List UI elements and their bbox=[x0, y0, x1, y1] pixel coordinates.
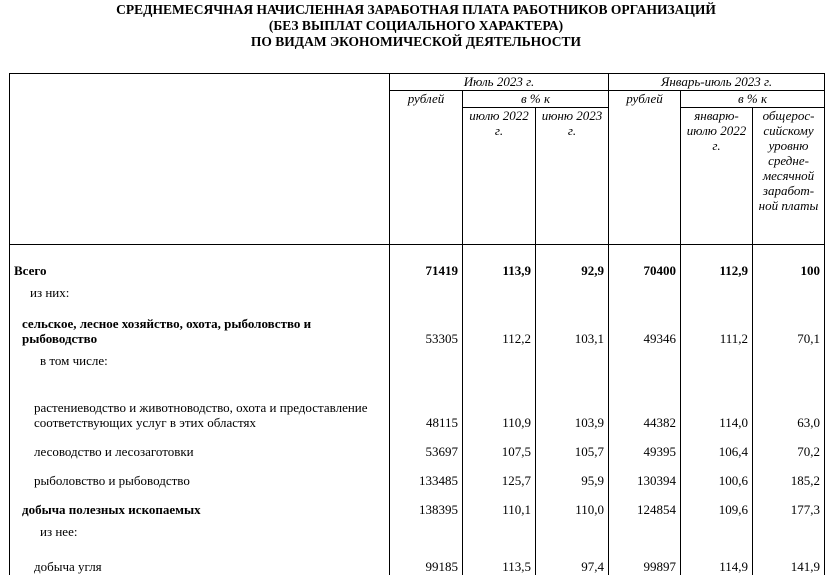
cell-value: 70,2 bbox=[753, 431, 825, 460]
cell-value: 133485 bbox=[390, 460, 463, 489]
cell-value: 112,2 bbox=[463, 307, 536, 347]
cell-value: 49395 bbox=[609, 431, 681, 460]
table-row-subheading bbox=[10, 279, 825, 307]
cell-value: 53305 bbox=[390, 307, 463, 347]
cell-value: 53697 bbox=[390, 431, 463, 460]
header-percent-2: в % к bbox=[681, 91, 825, 108]
header-jan-jul-2022: январю-июлю 2022 г. bbox=[681, 108, 753, 245]
cell-value: 110,1 bbox=[463, 489, 536, 518]
row-label: Всего bbox=[10, 245, 390, 280]
cell-value: 109,6 bbox=[681, 489, 753, 518]
cell-value: 113,5 bbox=[463, 546, 536, 575]
table-row-subheading bbox=[10, 347, 825, 375]
cell-value: 97,4 bbox=[536, 546, 609, 575]
header-row-periods bbox=[10, 74, 825, 91]
cell-value: 99185 bbox=[390, 546, 463, 575]
table-row-coal bbox=[10, 546, 825, 575]
cell-value: 110,9 bbox=[463, 375, 536, 431]
table-row-fishing bbox=[10, 460, 825, 489]
cell-value: 138395 bbox=[390, 489, 463, 518]
title-line-2: (БЕЗ ВЫПЛАТ СОЦИАЛЬНОГО ХАРАКТЕРА) bbox=[268, 18, 564, 33]
table-row-total bbox=[10, 245, 825, 280]
cell-value: 105,7 bbox=[536, 431, 609, 460]
header-period-jan-jul: Январь-июль 2023 г. bbox=[609, 74, 825, 91]
cell-value: 185,2 bbox=[753, 460, 825, 489]
row-label: в том числе: bbox=[10, 347, 390, 375]
cell-value: 111,2 bbox=[681, 307, 753, 347]
cell-value: 71419 bbox=[390, 245, 463, 280]
cell-value: 112,9 bbox=[681, 245, 753, 280]
table-row-subheading bbox=[10, 518, 825, 546]
row-label: из нее: bbox=[10, 518, 390, 546]
header-period-july: Июль 2023 г. bbox=[390, 74, 609, 91]
cell-value: 106,4 bbox=[681, 431, 753, 460]
header-rubles-2: рублей bbox=[609, 91, 681, 245]
cell-value: 114,9 bbox=[681, 546, 753, 575]
cell-value: 92,9 bbox=[536, 245, 609, 280]
row-label: добыча угля bbox=[10, 546, 390, 575]
cell-value: 103,1 bbox=[536, 307, 609, 347]
cell-value: 63,0 bbox=[753, 375, 825, 431]
title-line-1: СРЕДНЕМЕСЯЧНАЯ НАЧИСЛЕННАЯ ЗАРАБОТНАЯ ПЛАТА РАБОТНИКОВ ОРГАНИЗАЦИЙ bbox=[116, 2, 716, 17]
cell-value: 125,7 bbox=[463, 460, 536, 489]
row-label: добыча полезных ископаемых bbox=[10, 489, 390, 518]
cell-value: 177,3 bbox=[753, 489, 825, 518]
cell-value: 70400 bbox=[609, 245, 681, 280]
header-empty-cell bbox=[10, 74, 390, 245]
cell-value: 95,9 bbox=[536, 460, 609, 489]
row-label: рыболовство и рыбоводство bbox=[10, 460, 390, 489]
table-row-forestry bbox=[10, 431, 825, 460]
cell-value: 114,0 bbox=[681, 375, 753, 431]
cell-value: 103,9 bbox=[536, 375, 609, 431]
cell-value: 110,0 bbox=[536, 489, 609, 518]
table-row-mining bbox=[10, 489, 825, 518]
table-row-crop-livestock bbox=[10, 375, 825, 431]
title-line-3: ПО ВИДАМ ЭКОНОМИЧЕСКОЙ ДЕЯТЕЛЬНОСТИ bbox=[250, 34, 582, 49]
header-russia-average: общерос-сийскому уровню средне-месячной заработ-ной платы bbox=[753, 108, 825, 245]
cell-value: 113,9 bbox=[463, 245, 536, 280]
row-label: растениеводство и животноводство, охота и предоставление соответствующих услуг в этих областях bbox=[10, 375, 390, 431]
cell-value: 49346 bbox=[609, 307, 681, 347]
header-june-2023: июню 2023 г. bbox=[536, 108, 609, 245]
table-row-agriculture bbox=[10, 307, 825, 347]
header-july-2022: июлю 2022 г. bbox=[463, 108, 536, 245]
cell-value: 141,9 bbox=[753, 546, 825, 575]
cell-value: 107,5 bbox=[463, 431, 536, 460]
header-percent-1: в % к bbox=[463, 91, 609, 108]
document-title bbox=[0, 2, 832, 50]
cell-value: 100,6 bbox=[681, 460, 753, 489]
cell-value: 124854 bbox=[609, 489, 681, 518]
row-label: сельское, лесное хозяйство, охота, рыболовство и рыбоводство bbox=[10, 307, 390, 347]
cell-value: 99897 bbox=[609, 546, 681, 575]
cell-value: 100 bbox=[753, 245, 825, 280]
cell-value: 130394 bbox=[609, 460, 681, 489]
cell-value: 48115 bbox=[390, 375, 463, 431]
salary-table bbox=[9, 73, 825, 575]
cell-value: 70,1 bbox=[753, 307, 825, 347]
row-label: лесоводство и лесозаготовки bbox=[10, 431, 390, 460]
cell-value: 44382 bbox=[609, 375, 681, 431]
row-label: из них: bbox=[10, 279, 390, 307]
header-rubles-1: рублей bbox=[390, 91, 463, 245]
